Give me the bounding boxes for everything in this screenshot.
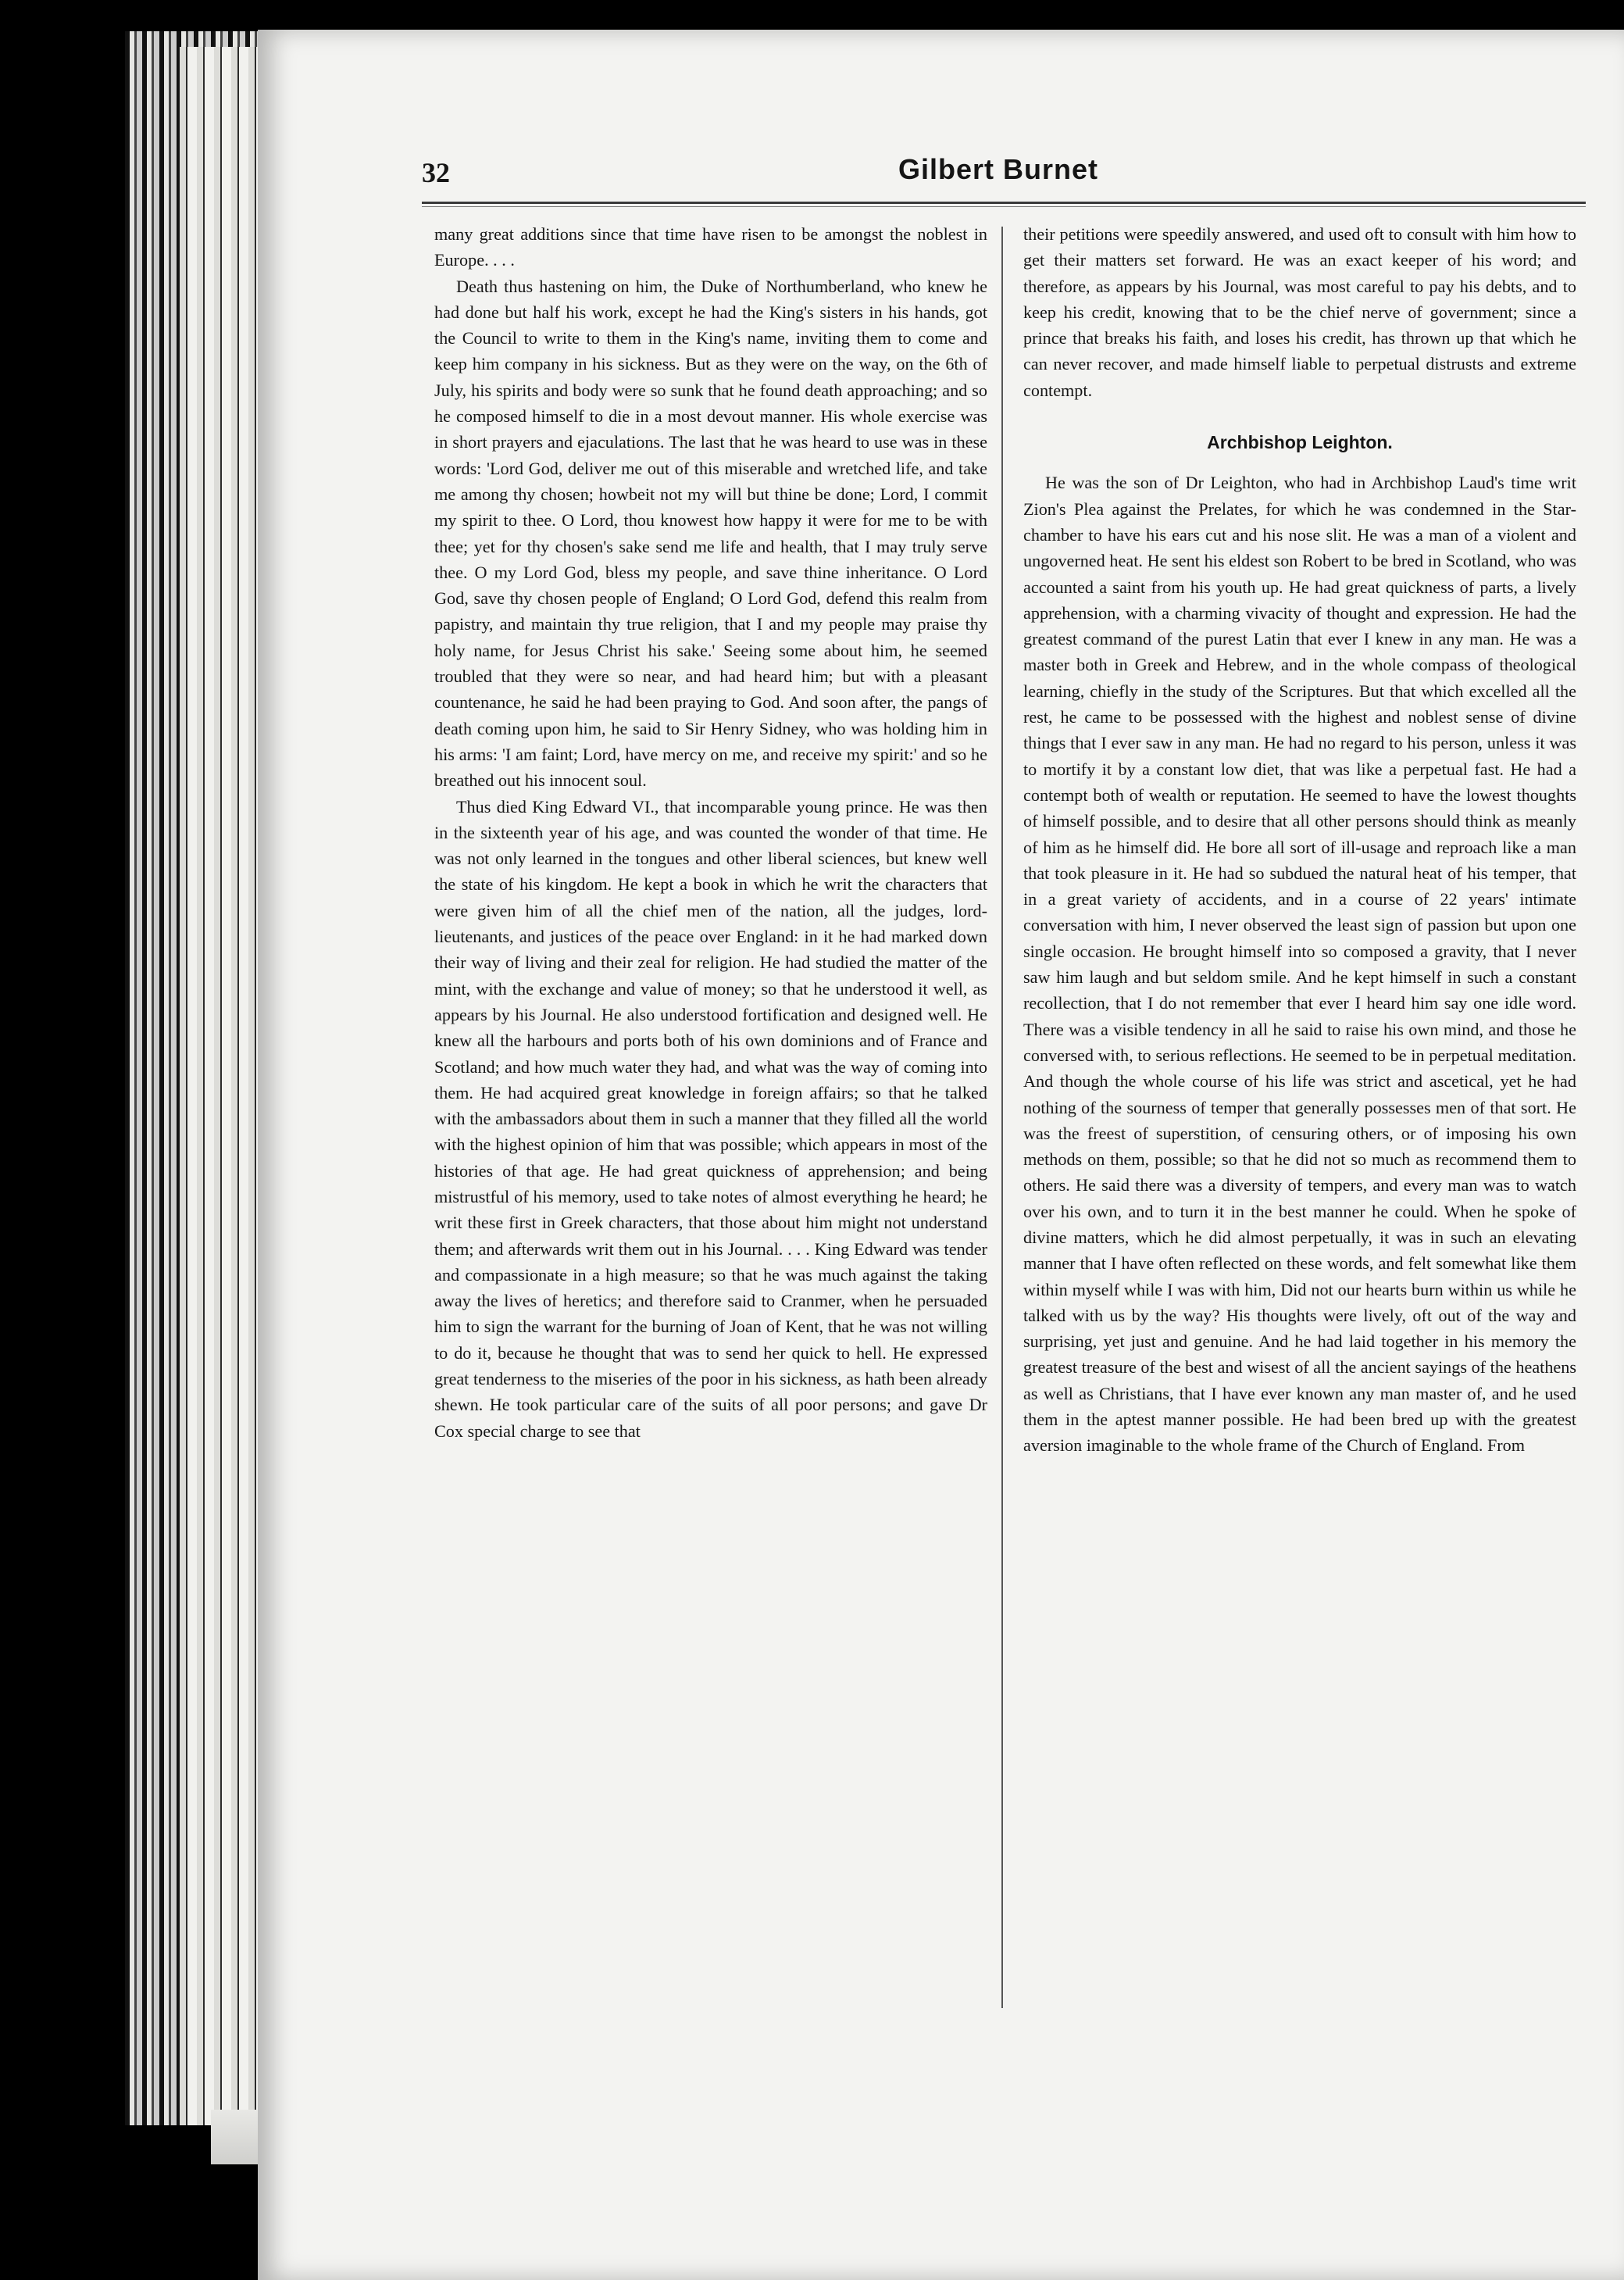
left-paragraph-2: Death thus hastening on him, the Duke of Northumberland, who knew he had done but half his work, except he had the King's sisters in his hands, got the Council to write to them in the King's name, inviting them to come and keep him company in his sickness. But as they were on the way, on the 6th of July, his spirits and body were so sunk that he found death approaching; and so he composed himself to die in a most devout manner. His whole exercise was in short prayers and ejaculations. The last that he was heard to use was in these words: 'Lord God, deliver me out of this miserable and wretched life, and take me among thy chosen; howbeit not my will but thine be done; Lord, I commit my spirit to thee. O Lord, thou knowest how happy it were for me to be with thee; yet for thy chosen's sake send me life and health, that I may truly serve thee. O my Lord God, bless my people, and save thine inheritance. O Lord God, save thy chosen people of England; O Lord God, defend this realm from papistry, and maintain thy true religion, that I and my people may praise thy holy name, for Jesus Christ his sake.' Seeing some about him, he seemed troubled that they were so near, and had heard him; but with a pleasant countenance, he said he had been praying to God. And soon after, the pangs of death coming upon him, he said to Sir Henry Sidney, who was holding him in his arms: 'I am faint; Lord, have mercy on me, and receive my spirit:' and so he breathed out his innocent soul. bbox=[434, 276, 987, 791]
left-column bbox=[434, 221, 987, 1444]
left-paragraph-1: many great additions since that time have risen to be amongst the noblest in Europe. . . . bbox=[434, 224, 987, 270]
right-paragraph-1: their petitions were speedily answered, and used oft to consult with him how to get their matters set forward. He was an exact keeper of his word; and therefore, as appears by his Journal, was most careful to pay his debts, and to keep his credit, knowing that to be the chief nerve of government; since a prince that breaks his faith, and loses his credit, has thrown up that which he can never recover, and made himself liable to perpetual distrusts and extreme contempt. bbox=[1023, 224, 1576, 400]
header-rule-thin bbox=[422, 206, 1586, 207]
running-head: Gilbert Burnet bbox=[898, 153, 1099, 185]
book-page-edges-inner bbox=[180, 47, 266, 2125]
left-paragraph-3: Thus died King Edward VI., that incomparable young prince. He was then in the sixteenth year of his age, and was counted the wonder of that time. He was not only learned in the tongues and other liberal sciences, but knew well the state of his kingdom. He kept a book in which he writ the characters that were given him of all the chief men of the nation, all the judges, lord-lieutenants, and justices of the peace over England: in it he had marked down their way of living and their zeal for religion. He had studied the matter of the mint, with the exchange and value of money; so that he understood it well, as appears by his Journal. He also understood fortification and designed well. He knew all the harbours and ports both of his own dominions and of France and Scotland; and how much water they had, and what was the way of coming into them. He had acquired great knowledge in foreign affairs; so that he talked with the ambassadors about them in such a manner that they filled all the world with the highest opinion of him that was possible; which appears in most of the histories of that age. He had great quickness of apprehension; and being mistrustful of his memory, used to take notes of almost everything he heard; he writ these first in Greek characters, that those about him might not understand them; and afterwards writ them out in his Journal. . . . King Edward was tender and compassionate in a high measure; so that he was much against the taking away the lives of heretics; and therefore said to Cranmer, when he persuaded him to sign the warrant for the burning of Joan of Kent, that he was not willing to do it, because he thought that was to send her quick to hell. He expressed great tenderness to the miseries of the poor in his sickness, as hath been already shewn. He took particular care of the suits of all poor persons; and gave Dr Cox special charge to see that bbox=[434, 796, 987, 1441]
header-rule bbox=[422, 202, 1586, 204]
right-paragraph-2: He was the son of Dr Leighton, who had in Archbishop Laud's time writ Zion's Plea against the Prelates, for which he was condemned in the Star-chamber to have his ears cut and his nose slit. He was a man of a violent and ungoverned heat. He sent his eldest son Robert to be bred in Scotland, who was accounted a saint from his youth up. He had great quickness of parts, a lively apprehension, with a charming vivacity of thought and expression. He had the greatest command of the purest Latin that ever I knew in any man. He was a master both in Greek and Hebrew, and in the whole compass of theological learning, chiefly in the study of the Scriptures. But that which excelled all the rest, he came to be possessed with the highest and noblest sense of divine things that I ever saw in any man. He had no regard to his person, unless it was to mortify it by a constant low diet, that was like a perpetual fast. He had a contempt both of wealth or reputation. He seemed to have the lowest thoughts of himself possible, and to desire that all other persons should think as meanly of him as he himself did. He bore all sort of ill-usage and reproach like a man that took pleasure in it. He had so subdued the natural heat of his temper, that in a great variety of accidents, and in a course of 22 years' intimate conversation with him, I never observed the least sign of passion but upon one single occasion. He brought himself into so composed a gravity, that I never saw him laugh and but seldom smile. And he kept himself in such a constant recollection, that I do not remember that ever I heard him say one idle word. There was a visible tendency in all he said to raise his own mind, and those he conversed with, to serious reflections. He seemed to be in perpetual meditation. And though the whole course of his life was strict and ascetical, yet he had nothing of the sourness of temper that generally possesses men of that sort. He was the freest of superstition, of censuring others, or of imposing his own methods on them, possible; so that he did not so much as recommend them to others. He said there was a diversity of tempers, and every man was to watch over his own, and to turn it in the best manner he could. When he spoke of divine matters, which he did almost perpetually, it was in such an elevating manner that I have often reflected on these words, and felt somewhat like them within myself while I was with him, Did not our hearts burn within us while he talked with us by the way? His thoughts were lively, oft out of the way and surprising, yet just and genuine. And he had laid together in his memory the greatest treasure of the best and wisest of all the ancient sayings of the heathens as well as Christians, that I have ever known any man master of, and he used them in the aptest manner possible. He had been bred up with the greatest aversion imaginable to the whole frame of the Church of England. From bbox=[1023, 473, 1576, 1456]
right-column bbox=[1023, 221, 1576, 1459]
section-heading: Archbishop Leighton. bbox=[1207, 432, 1393, 453]
column-divider bbox=[1001, 227, 1003, 2008]
page-number: 32 bbox=[422, 157, 450, 188]
